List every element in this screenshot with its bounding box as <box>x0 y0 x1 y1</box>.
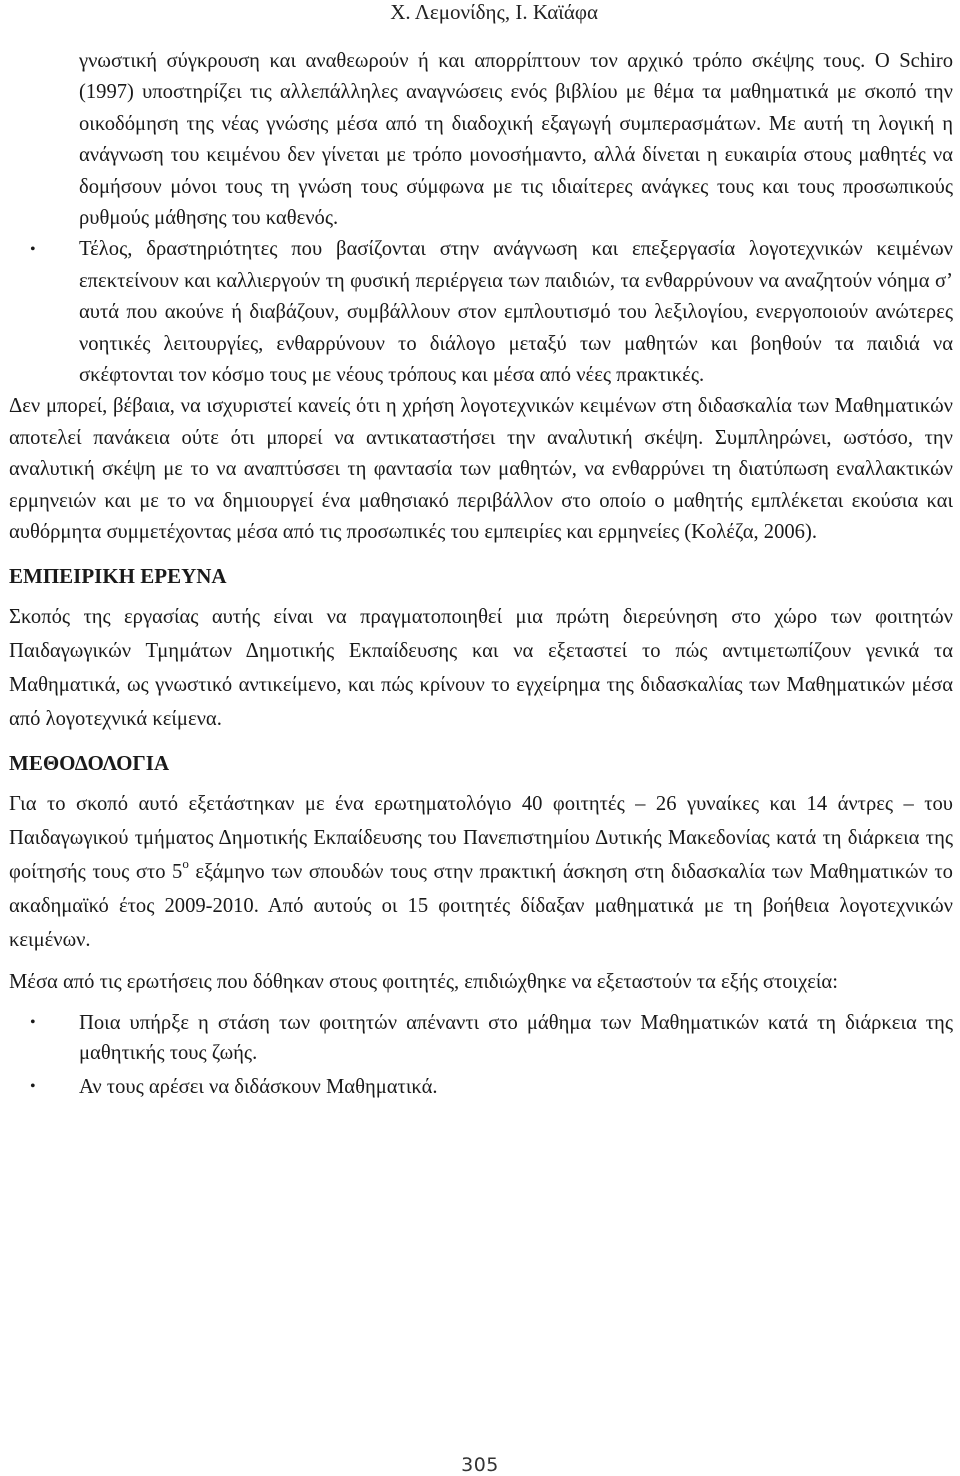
paragraph-den-mporei: Δεν μπορεί, βέβαια, να ισχυριστεί κανείς ότι η χρήση λογοτεχνικών κειμένων στη διδασκαλία των Μαθηματικών αποτελεί πανάκεια ούτε ότι μπορεί να αντικαταστήσει την αναλυτική σκέψη. Συμπληρώνει, ωστόσο, την αναλυτική σκέψη με το να αναπτύσσει τη φαντασία των μαθητών, να ενθαρρύνει τη διατύπωση εναλλακτικών ερμηνειών και με το να δημιουργεί ένα μαθησιακό περιβάλλον στο οποίο ο μαθητής εμπλέκεται εκούσια και αυθόρμητα συμμετέχοντας μέσα από τις προσωπικές του εμπειρίες και ερμηνείες (Κολέζα, 2006). <box>9 395 953 544</box>
bullet-icon: • <box>30 1077 36 1095</box>
paragraph-methodology <box>9 787 953 957</box>
bullet-text: Τέλος, δραστηριότητες που βασίζονται στην ανάγνωση και επεξεργασία λογοτεχνικών κειμένων επεκτείνουν και καλλιεργούν τη φυσική περιέργεια των παιδιών, τα ενθαρρύνουν να αναζητούν νόημα σ’ αυτά που ακούνε ή διαβάζουν, συμβάλλουν στον εμπλουτισμό του λεξιλογίου, ενεργοποιούν ανώτερες νοητικές λειτουργίες, ενθαρρύνουν το διάλογο μεταξύ των μαθητών και βοηθούν τα παιδιά να σκέφτονται τον κόσμο τους με νέους τρόπους και μέσα από νέες πρακτικές. <box>79 238 953 387</box>
paragraph-continued: γνωστική σύγκρουση και αναθεωρούν ή και απορρίπτουν τον αρχικό τρόπο σκέψης τους. Ο Schiro (1997) υποστηρίζει τις αλλεπάλληλες αναγνώσεις ενός βιβλίου με θέμα τα μαθηματικά με σκοπό την οικοδόμηση της νέας γνώσης μέσα από τη διαδοχική εξαγωγή συμπερασμάτων. Με αυτή τη λογική η ανάγνωση του κειμένου δεν γίνεται με τρόπο μονοσήμαντο, αλλά δίνεται η ευκαιρία στους μαθητές να δομήσουν μόνοι τους τη γνώση τους σύμφωνα με τις ιδιαίτερες ανάγκες τους και τους προσωπικούς ρυθμούς μάθησης του καθενός. <box>79 50 953 230</box>
bullet-icon: • <box>30 1013 36 1031</box>
ordinal-superscript: ο <box>182 855 189 871</box>
list-item <box>30 1072 953 1102</box>
list-item-text: Ποια υπήρξε η στάση των φοιτητών απέναντι στο μάθημα των Μαθηματικών κατά τη διάρκεια της μαθητικής τους ζωής. <box>79 1011 953 1064</box>
methodology-text-a: Για το σκοπό αυτό εξετάστηκαν με ένα ερωτηματολόγιο 40 φοιτητές – 26 γυναίκες και 14 άντρες – του Παιδαγωγικού τμήματος Δημοτικής Εκπαίδευσης του Πανεπιστημίου Δυτικής Μακεδονίας κατά τη διάρκεια της φοίτησής τους στο 5 <box>9 792 953 883</box>
methodology-text-b: εξάμηνο των σπουδών τους στην πρακτική άσκηση στη διδασκαλία των Μαθηματικών το ακαδημαϊκό έτος 2009-2010. Από αυτούς οι 15 φοιτητές δίδαξαν μαθηματικά με τη βοήθεια λογοτεχνικών κειμένων. <box>9 860 953 951</box>
page-number: 305 <box>461 1454 499 1476</box>
bullet-icon: • <box>30 241 36 259</box>
list-item <box>30 1008 953 1068</box>
paragraph-skopos: Σκοπός της εργασίας αυτής είναι να πραγματοποιηθεί μια πρώτη διερεύνηση στο χώρο των φοιτητών Παιδαγωγικών Τμημάτων Δημοτικής Εκπαίδευσης και να εξεταστεί το πώς αντιμετωπίζουν γενικά τα Μαθηματικά, ως γνωστικό αντικείμενο, και πώς κρίνουν το εγχείρημα της διδασκαλίας των Μαθηματικών μέσα από λογοτεχνικά κείμενα. <box>9 605 953 730</box>
heading-methodology: ΜΕΘΟΔΟΛΟΓΙΑ <box>9 750 170 775</box>
question-bullet-list <box>9 1008 953 1102</box>
list-item-text: Αν τους αρέσει να διδάσκουν Μαθηματικά. <box>79 1075 438 1098</box>
paragraph-questions-intro: Μέσα από τις ερωτήσεις που δόθηκαν στους φοιτητές, επιδιώχθηκε να εξεταστούν τα εξής στοιχεία: <box>9 970 838 993</box>
heading-empirical-research: ΕΜΠΕΙΡΙΚΗ ΕΡΕΥΝΑ <box>9 563 227 588</box>
running-header-authors: Χ. Λεμονίδης, Ι. Καϊάφα <box>390 0 598 24</box>
bullet-item-telos <box>30 234 953 391</box>
page-body <box>9 46 953 1106</box>
